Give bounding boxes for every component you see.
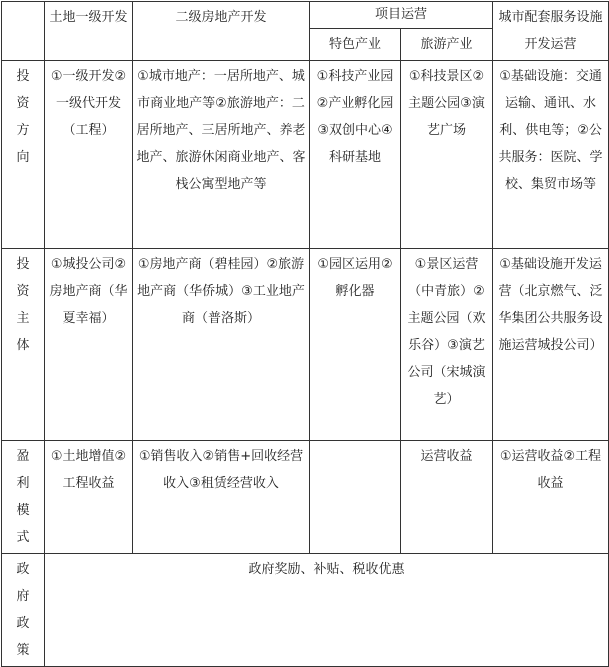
row-label-direction: 投资方向 — [2, 61, 45, 249]
header-realestate: 二级房地产开发 — [133, 2, 310, 61]
cell-subject-tourism: ①景区运营（中青旅）②主题公园（欢乐谷）③演艺公司（宋城演艺） — [401, 249, 493, 441]
cell-direction-land: ①一级开发②一级代开发（工程） — [45, 61, 133, 249]
header-special-industry: 特色产业 — [310, 29, 401, 61]
header-project-ops: 项目运营 — [310, 2, 493, 29]
header-land: 土地一级开发 — [45, 2, 133, 61]
row-label-policy: 政府政策 — [2, 554, 45, 667]
cell-direction-city: ①基础设施：交通运输、通讯、水利、供电等；②公共服务：医院、学校、集贸市场等 — [493, 61, 609, 249]
investment-table — [1, 1, 609, 667]
cell-direction-special: ①科技产业园②产业孵化园③双创中心④科研基地 — [310, 61, 401, 249]
cell-profit-land: ①土地增值②工程收益 — [45, 441, 133, 554]
cell-profit-realestate: ①销售收入②销售+回收经营收入③租赁经营收入 — [133, 441, 310, 554]
cell-policy-content: 政府奖励、补贴、税收优惠 — [45, 554, 609, 667]
cell-profit-special — [310, 441, 401, 554]
row-label-subject: 投资主体 — [2, 249, 45, 441]
row-label-profit: 盈利模式 — [2, 441, 45, 554]
cell-subject-realestate: ①房地产商（碧桂园）②旅游地产商（华侨城）③工业地产商（普洛斯） — [133, 249, 310, 441]
corner-cell — [2, 2, 45, 61]
cell-subject-special: ①园区运用②孵化器 — [310, 249, 401, 441]
cell-profit-tourism: 运营收益 — [401, 441, 493, 554]
cell-direction-tourism: ①科技景区②主题公园③演艺广场 — [401, 61, 493, 249]
cell-direction-realestate: ①城市地产：一居所地产、城市商业地产等②旅游地产：二居所地产、三居所地产、养老地产、旅游休闲商业地产、客栈公寓型地产等 — [133, 61, 310, 249]
header-tourism-industry: 旅游产业 — [401, 29, 493, 61]
cell-subject-land: ①城投公司②房地产商（华夏幸福） — [45, 249, 133, 441]
header-city-services: 城市配套服务设施开发运营 — [493, 2, 609, 61]
cell-profit-city: ①运营收益②工程收益 — [493, 441, 609, 554]
cell-subject-city: ①基础设施开发运营（北京燃气、泛华集团公共服务设施运营城投公司） — [493, 249, 609, 441]
